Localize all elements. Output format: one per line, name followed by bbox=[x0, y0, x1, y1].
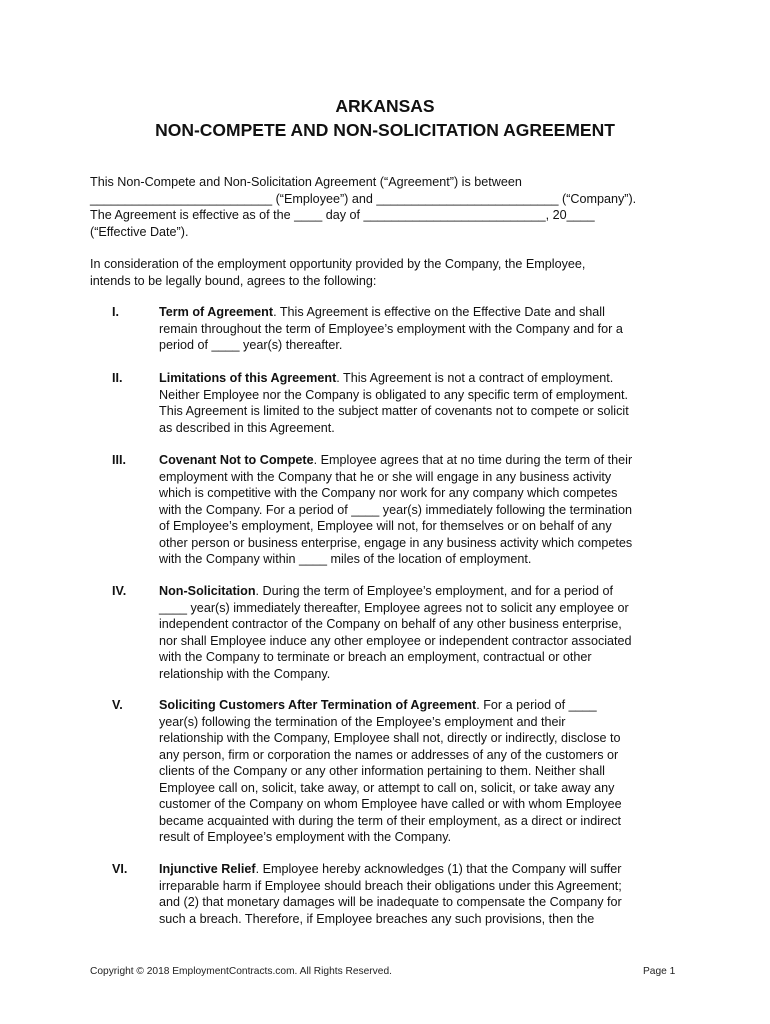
intro-line: __________________________ (“Employee”) and __________________________ (“Company”). bbox=[90, 191, 637, 206]
section-body bbox=[159, 304, 689, 354]
section-number: VI. bbox=[112, 862, 128, 876]
footer-page-number: Page 1 bbox=[643, 966, 676, 977]
section-line: as described in this Agreement. bbox=[159, 420, 335, 435]
section-first-line bbox=[159, 697, 689, 714]
footer-copyright: Copyright © 2018 EmploymentContracts.com. All Rights Reserved. bbox=[90, 966, 392, 977]
section-line: relationship with the Company, Employee shall not, directly or indirectly, disclose to bbox=[159, 731, 621, 745]
section-line: became acquainted with during the term of their employment, as a direct or indirect bbox=[159, 813, 622, 828]
section-heading: Injunctive Relief bbox=[159, 862, 256, 876]
state-title: ARKANSAS bbox=[335, 96, 435, 116]
consideration-paragraph bbox=[90, 256, 690, 289]
section-line: relationship with the Company. bbox=[159, 666, 331, 681]
section-line: customer of the Company on whom Employee have called or with whom Employee bbox=[159, 797, 622, 811]
section-line: Neither Employee nor the Company is obligated to any specific term of employment. bbox=[159, 387, 628, 402]
section-line: result of Employee’s employment with the Company. bbox=[159, 830, 452, 844]
section-number: V. bbox=[112, 698, 123, 712]
section-first-line bbox=[159, 861, 689, 878]
section-body bbox=[159, 697, 689, 846]
section-first-line bbox=[159, 452, 689, 469]
section-line: independent contractor of the Company on behalf of any other business enterprise, bbox=[159, 617, 622, 631]
section-heading: Covenant Not to Compete bbox=[159, 453, 314, 467]
section-line: with the Company. For a period of ____ year(s) immediately following the termination bbox=[159, 502, 632, 517]
section-first-line bbox=[159, 370, 689, 387]
consideration-line: intends to be legally bound, agrees to the following: bbox=[90, 273, 377, 288]
section-number: IV. bbox=[112, 584, 127, 598]
section-line: employment with the Company that he or she will engage in any business activity bbox=[159, 469, 612, 484]
section-heading: Term of Agreement bbox=[159, 305, 274, 319]
intro-paragraph bbox=[90, 174, 690, 240]
section-heading: Soliciting Customers After Termination of Agreement bbox=[159, 698, 477, 712]
section-line: such a breach. Therefore, if Employee breaches any such provisions, then the bbox=[159, 911, 595, 926]
section-first-line-text: . Employee hereby acknowledges (1) that the Company will suffer bbox=[255, 862, 622, 876]
section-line: nor shall Employee induce any other employee or independent contractor associated bbox=[159, 633, 632, 648]
section-first-line bbox=[159, 304, 689, 321]
section-number: II. bbox=[112, 371, 123, 385]
section-line: Employee call on, solicit, take away, or attempt to call on, solicit, or take away any bbox=[159, 780, 615, 795]
section-line: other person or business enterprise, engage in any business activity which competes bbox=[159, 535, 633, 550]
section-line: This Agreement is limited to the subject matter of covenants not to compete or solicit bbox=[159, 404, 629, 418]
section-line: of Employee’s employment, Employee will not, for themselves or on behalf of any bbox=[159, 519, 612, 533]
section-line: any person, firm or corporation the names or addresses of any of the customers or bbox=[159, 747, 619, 762]
section-body bbox=[159, 583, 689, 682]
section-line: irreparable harm if Employee should breach their obligations under this Agreement; bbox=[159, 878, 622, 893]
section-body bbox=[159, 452, 689, 568]
section-first-line bbox=[159, 583, 689, 600]
intro-line: This Non-Compete and Non-Solicitation Agreement (“Agreement”) is between bbox=[90, 175, 522, 189]
section-first-line-text: . Employee agrees that at no time during the term of their bbox=[313, 453, 633, 467]
section-line: period of ____ year(s) thereafter. bbox=[159, 338, 343, 352]
section-number: III. bbox=[112, 453, 126, 467]
section-first-line-text: . This Agreement is effective on the Effective Date and shall bbox=[273, 305, 605, 319]
section-line: and (2) that monetary damages will be inadequate to compensate the Company for bbox=[159, 895, 622, 909]
section-heading: Non-Solicitation bbox=[159, 584, 256, 598]
section-line: clients of the Company or any other information pertaining to them. Neither shall bbox=[159, 764, 605, 778]
intro-line: (“Effective Date”). bbox=[90, 224, 189, 239]
section-body bbox=[159, 861, 689, 927]
section-line: with the Company to terminate or breach an employment, contractual or other bbox=[159, 650, 592, 664]
agreement-title: NON-COMPETE AND NON-SOLICITATION AGREEMENT bbox=[155, 120, 615, 140]
section-line: which is competitive with the Company nor work for any company which competes bbox=[159, 486, 618, 500]
section-number: I. bbox=[112, 305, 119, 319]
section-line: with the Company within ____ miles of the location of employment. bbox=[159, 552, 532, 566]
section-first-line-text: . For a period of ____ bbox=[476, 698, 597, 712]
consideration-line: In consideration of the employment opportunity provided by the Company, the Employee, bbox=[90, 257, 586, 271]
section-line: remain throughout the term of Employee’s employment with the Company and for a bbox=[159, 321, 623, 336]
section-line: year(s) following the termination of the Employee’s employment and their bbox=[159, 714, 566, 729]
section-first-line-text: . During the term of Employee’s employment, and for a period of bbox=[255, 584, 614, 598]
section-heading: Limitations of this Agreement bbox=[159, 371, 337, 385]
intro-line: The Agreement is effective as of the ____ day of __________________________, 20____ bbox=[90, 208, 595, 222]
section-body bbox=[159, 370, 689, 436]
section-first-line-text: . This Agreement is not a contract of employment. bbox=[336, 371, 614, 385]
section-line: ____ year(s) immediately thereafter, Employee agrees not to solicit any employee or bbox=[159, 600, 629, 615]
